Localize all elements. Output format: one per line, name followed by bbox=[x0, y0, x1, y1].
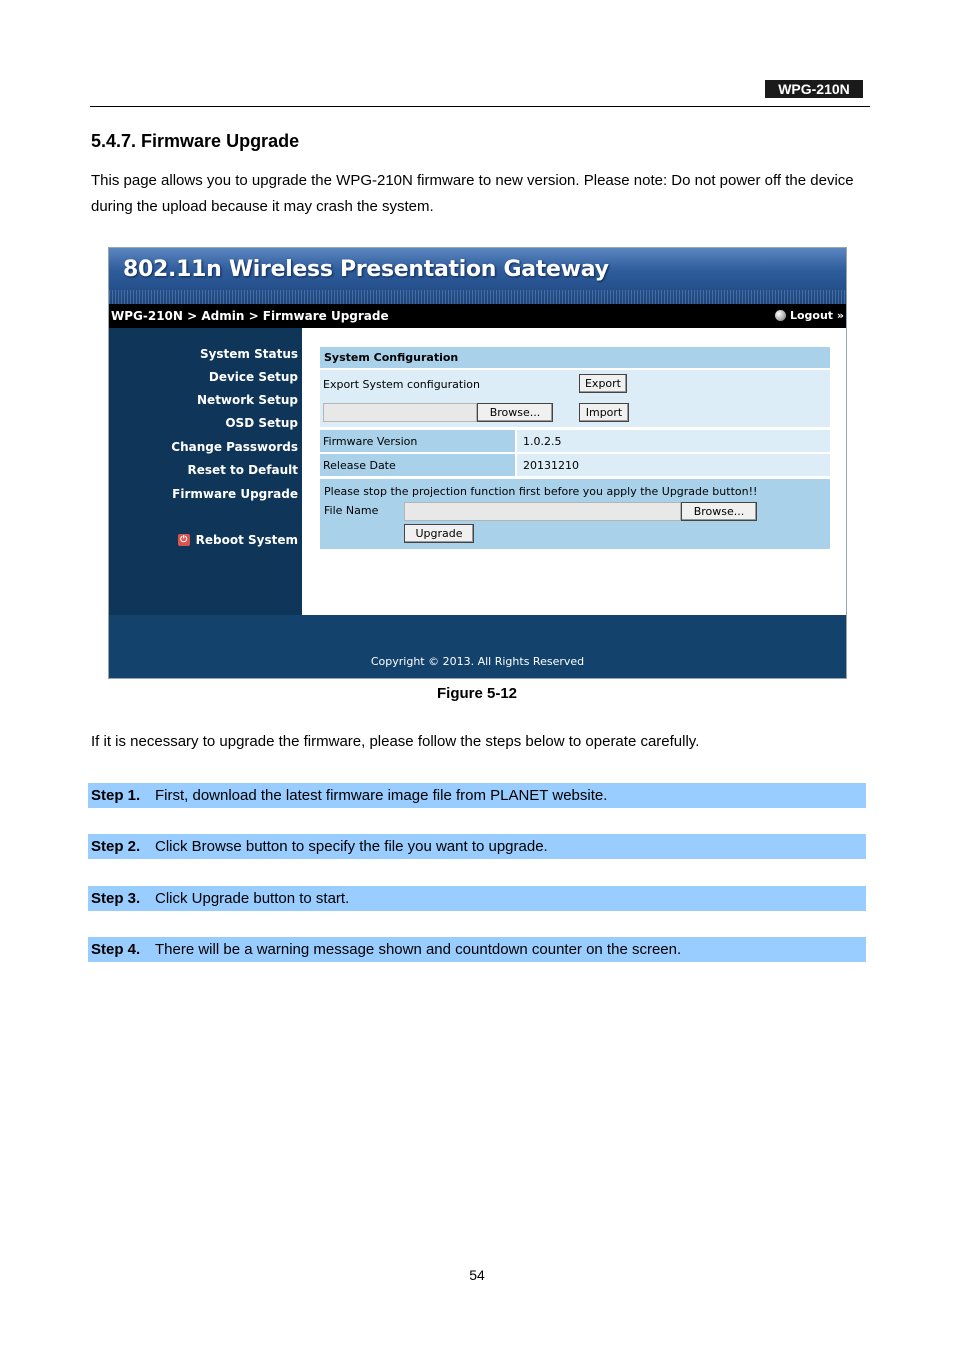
firmware-browse-button[interactable]: Browse... bbox=[681, 502, 757, 521]
release-date-label: Release Date bbox=[323, 459, 396, 472]
firmware-version-row bbox=[320, 430, 830, 452]
import-button[interactable]: Import bbox=[579, 403, 629, 422]
step-4 bbox=[88, 937, 866, 962]
step-text: There will be a warning message shown and countdown counter on the screen. bbox=[155, 941, 682, 958]
breadcrumb-bar bbox=[109, 304, 846, 328]
step-3 bbox=[88, 886, 866, 911]
figure-caption: Figure 5-12 bbox=[436, 685, 518, 702]
release-date-row bbox=[320, 454, 830, 476]
logout-label: Logout » bbox=[789, 309, 844, 322]
nav-reset-default[interactable]: Reset to Default bbox=[187, 463, 298, 477]
power-icon: ⏻ bbox=[178, 534, 190, 546]
header-rule bbox=[90, 106, 870, 107]
app-footer bbox=[109, 615, 846, 678]
globe-icon bbox=[775, 310, 786, 321]
config-browse-button[interactable]: Browse... bbox=[477, 403, 553, 422]
main-content bbox=[302, 328, 846, 615]
upgrade-button[interactable]: Upgrade bbox=[404, 524, 474, 543]
nav-firmware-upgrade[interactable]: Firmware Upgrade bbox=[172, 487, 298, 501]
step-1 bbox=[88, 783, 866, 808]
nav-osd-setup[interactable]: OSD Setup bbox=[225, 416, 298, 430]
copyright: Copyright © 2013. All Rights Reserved bbox=[370, 655, 585, 668]
config-heading: System Configuration bbox=[324, 351, 459, 364]
upgrade-panel bbox=[320, 479, 830, 549]
step-2 bbox=[88, 834, 866, 859]
firmware-version-value: 1.0.2.5 bbox=[523, 435, 562, 448]
nav-device-setup[interactable]: Device Setup bbox=[208, 370, 298, 384]
reboot-label: Reboot System bbox=[195, 533, 298, 547]
firmware-upgrade-screenshot bbox=[108, 247, 847, 679]
nav-network-setup[interactable]: Network Setup bbox=[197, 393, 298, 407]
firmware-file-input[interactable] bbox=[404, 502, 681, 521]
nav-change-passwords[interactable]: Change Passwords bbox=[171, 440, 298, 454]
export-button[interactable]: Export bbox=[579, 374, 627, 393]
config-body bbox=[320, 370, 830, 427]
sidebar bbox=[109, 328, 302, 615]
step-text: First, download the latest firmware image file from PLANET website. bbox=[155, 787, 608, 804]
app-banner bbox=[109, 248, 846, 304]
file-name-label: File Name bbox=[324, 504, 379, 517]
app-title: 802.11n Wireless Presentation Gateway bbox=[123, 257, 609, 282]
step-label: Step 4. bbox=[91, 941, 141, 958]
release-date-value: 20131210 bbox=[523, 459, 579, 472]
nav-reboot-system[interactable] bbox=[178, 533, 298, 547]
step-text: Click Browse button to specify the file you want to upgrade. bbox=[155, 838, 548, 855]
nav-system-status[interactable]: System Status bbox=[199, 347, 298, 361]
step-label: Step 1. bbox=[91, 787, 141, 804]
model-badge: WPG-210N bbox=[765, 80, 863, 98]
step-label: Step 2. bbox=[91, 838, 141, 855]
section-title: 5.4.7. Firmware Upgrade bbox=[91, 131, 300, 151]
export-label: Export System configuration bbox=[323, 378, 480, 391]
breadcrumb: WPG-210N > Admin > Firmware Upgrade bbox=[111, 309, 389, 323]
logout-link[interactable] bbox=[775, 309, 844, 322]
page-number: 54 bbox=[469, 1267, 485, 1283]
step-label: Step 3. bbox=[91, 890, 141, 907]
firmware-version-label: Firmware Version bbox=[323, 435, 418, 448]
lead-paragraph: If it is necessary to upgrade the firmware, please follow the steps below to operate carefully. bbox=[91, 733, 700, 750]
intro-paragraph: This page allows you to upgrade the WPG-210N firmware to new version. Please note: Do not power off the device during the upload because it may crash the system. bbox=[91, 172, 854, 215]
config-header bbox=[320, 347, 830, 368]
step-text: Click Upgrade button to start. bbox=[155, 890, 350, 907]
config-file-input[interactable] bbox=[323, 403, 477, 422]
upgrade-notice: Please stop the projection function first before you apply the Upgrade button!! bbox=[324, 485, 758, 498]
